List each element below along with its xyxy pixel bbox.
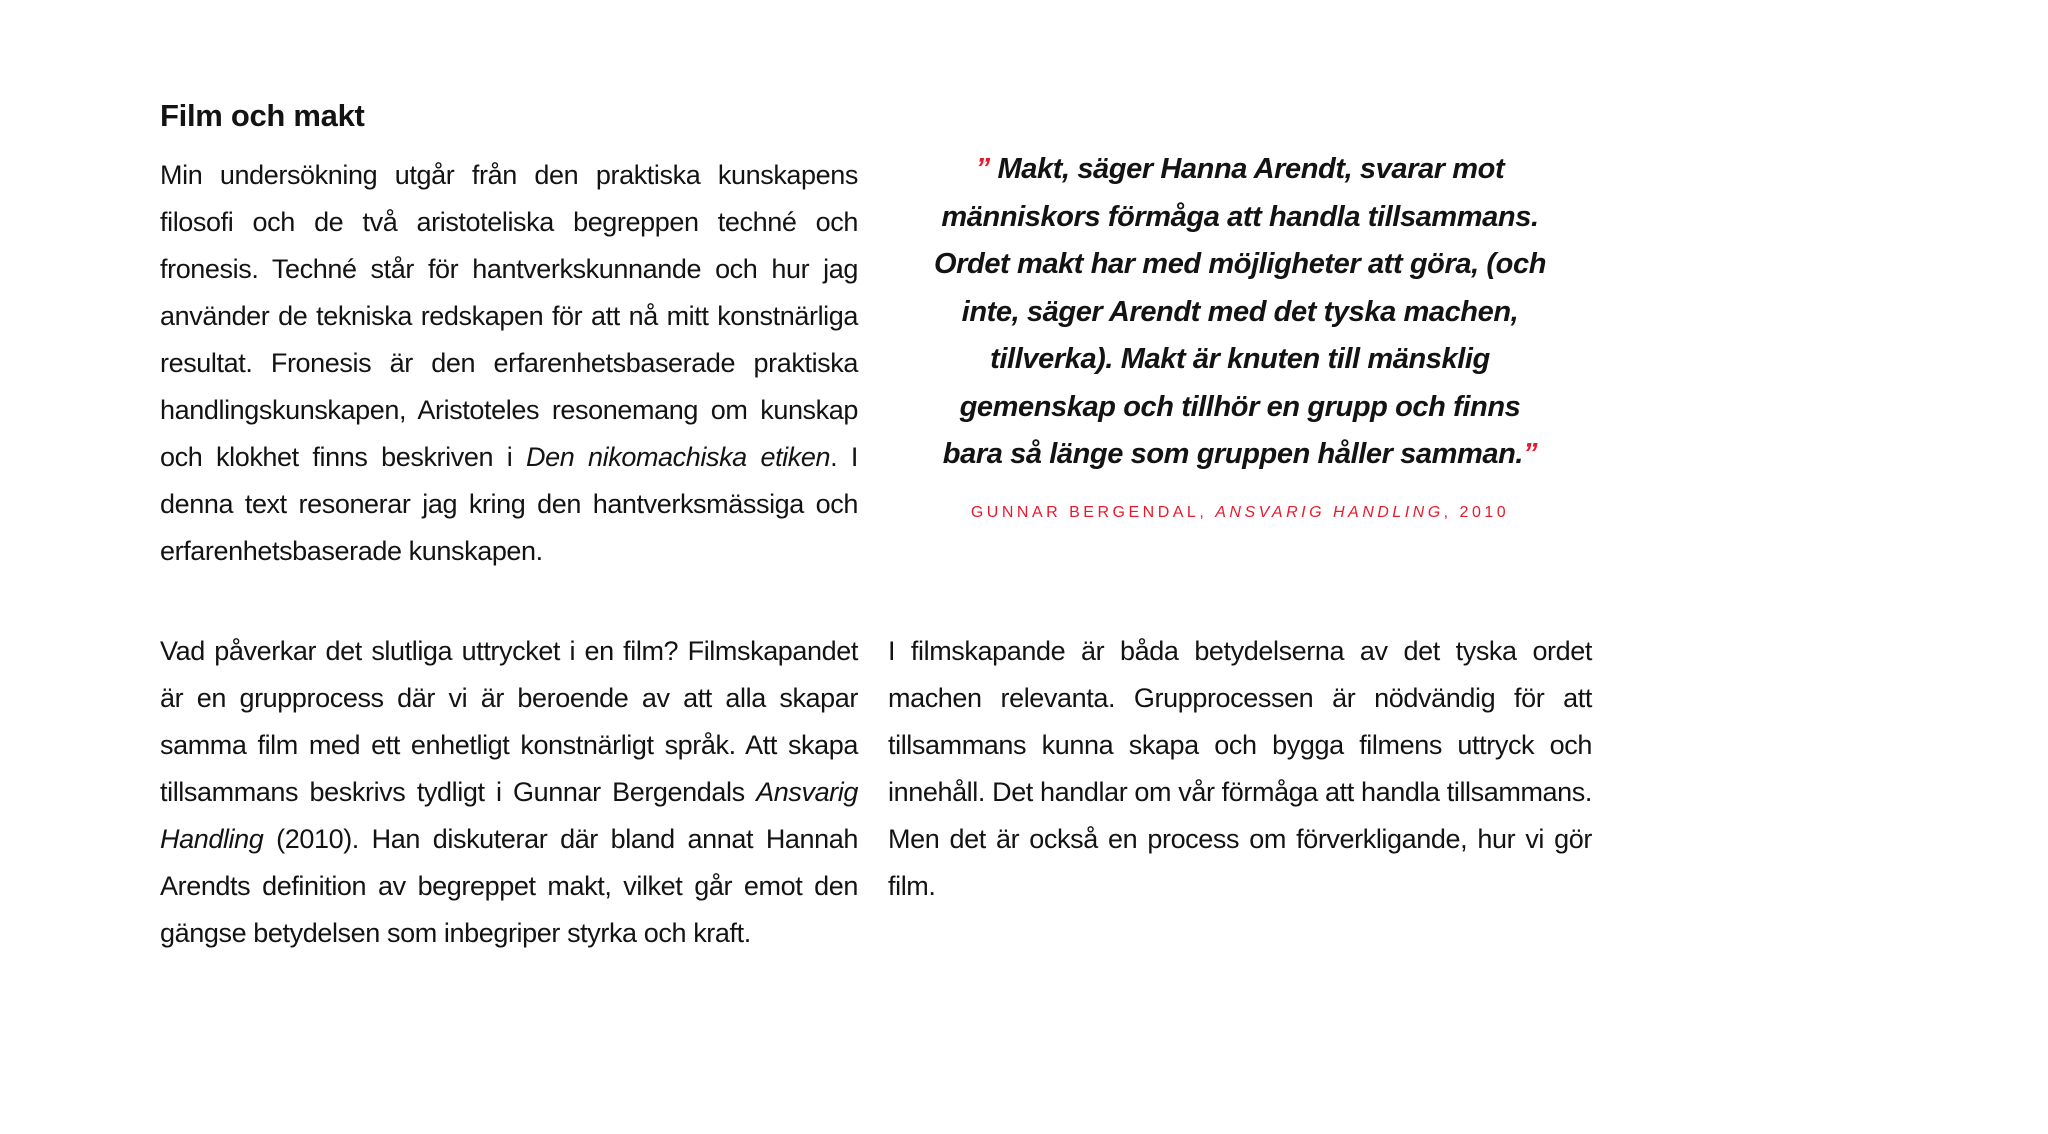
attribution-work: ANSVARIG HANDLING (1215, 503, 1444, 521)
attribution-author: GUNNAR BERGENDAL, (970, 503, 1216, 521)
attribution-year: , 2010 (1443, 503, 1510, 521)
quote-body: Makt, säger Hanna Arendt, svarar mot människors förmåga att handla tillsammans. Ordet makt har med möjligheter att göra, (och inte, säger Arendt med det tyska machen, tillverka). Makt är knuten till mänsklig gemenskap och tillhör en grupp och finns bara så länge som gruppen håller samman. (933, 153, 1547, 470)
pull-quote-text (932, 146, 1548, 479)
pull-quote (932, 146, 1548, 523)
pull-quote-attribution (932, 503, 1548, 523)
text-segment: Den nikomachiska etiken (526, 442, 831, 472)
page-title: Film och makt (160, 98, 365, 133)
quote-open-mark: ” (975, 153, 998, 185)
text-segment: Min undersökning utgår från den praktiska kunskapens filosofi och de två aristoteliska begreppen techné och fronesis. Techné står för hantverkskunnande och hur jag använder de tekniska redskapen för att nå mitt konstnärliga resultat. Fronesis är den erfarenhetsbaserade praktiska handlingskunskapen, Aristoteles resonemang om kunskap och klokhet finns beskriven i (160, 160, 858, 472)
text-segment: Vad påverkar det slutliga uttrycket i en film? Filmskapandet är en grupprocess där vi är beroende av att alla skapar samma film med ett enhetligt konstnärligt språk. Att skapa tillsammans beskrivs tydligt i Gunnar Bergendals (160, 636, 858, 807)
left-column-paragraph (160, 628, 858, 957)
text-segment: . I denna text resonerar jag kring den hantverksmässiga och erfarenhetsbaserade kunskapen. (160, 442, 858, 566)
text-segment: Ansvarig Handling (160, 777, 858, 854)
quote-close-mark: ” (1523, 438, 1538, 470)
text-segment: (2010). Han diskuterar där bland annat Hannah Arendts definition av begreppet makt, vilket går emot den gängse betydelsen som inbegriper styrka och kraft. (160, 824, 858, 948)
right-column-paragraph (888, 628, 1592, 910)
text-segment: I filmskapande är båda betydelserna av det tyska ordet machen relevanta. Grupprocessen är nödvändig för att tillsammans kunna skapa och bygga filmens uttryck och innehåll. Det handlar om vår förmåga att handla tillsammans. Men det är också en process om förverkligande, hur vi gör film. (888, 636, 1592, 901)
intro-paragraph (160, 152, 858, 575)
